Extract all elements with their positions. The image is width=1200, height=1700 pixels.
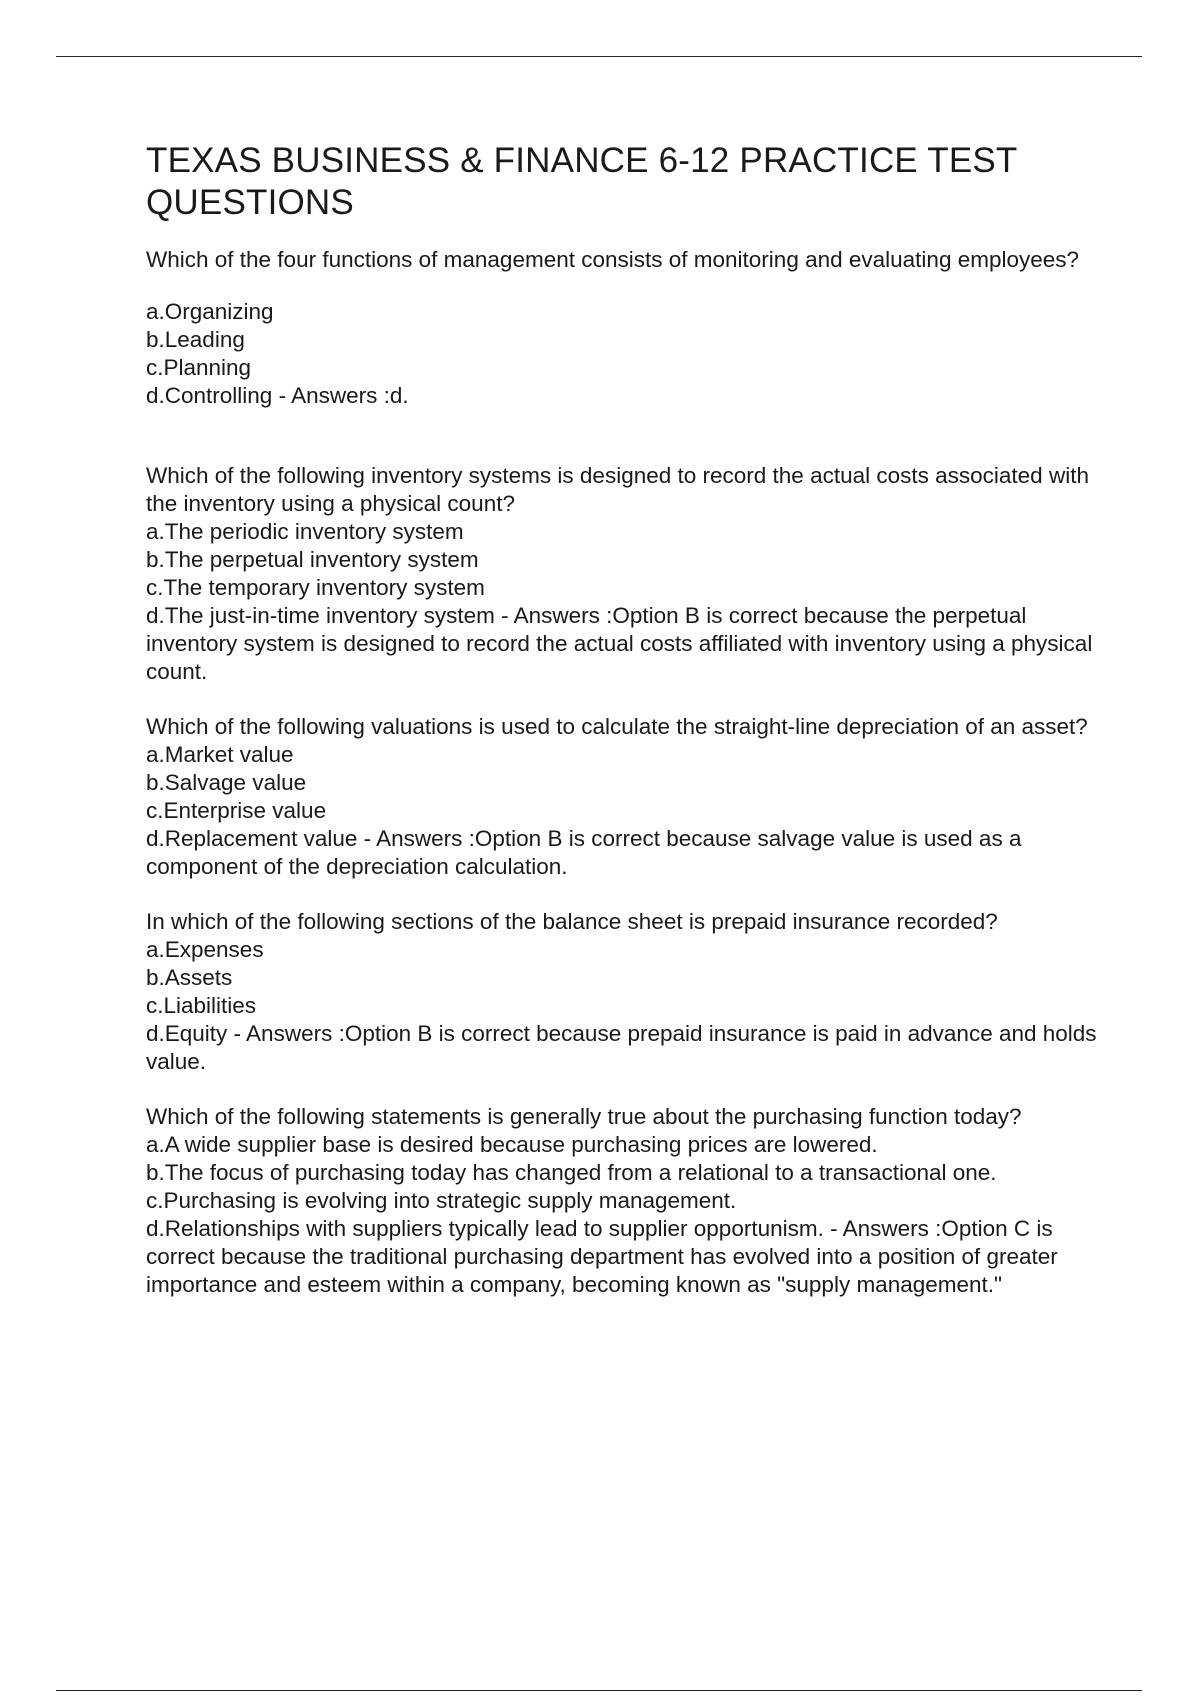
page-content xyxy=(146,140,1106,1326)
question-stem: Which of the following inventory systems is designed to record the actual costs associated with the inventory using a physical count? xyxy=(146,463,1089,516)
option-c: c.The temporary inventory system xyxy=(146,575,485,600)
question-3 xyxy=(146,713,1106,881)
option-b: b.Leading xyxy=(146,327,245,352)
option-d-answer: d.Controlling - Answers :d. xyxy=(146,383,409,408)
question-stem: In which of the following sections of the balance sheet is prepaid insurance recorded? xyxy=(146,909,998,934)
option-list xyxy=(146,936,1106,1076)
question-4 xyxy=(146,908,1106,1076)
option-list xyxy=(146,1131,1106,1299)
option-c: c.Planning xyxy=(146,355,252,380)
option-b: b.Assets xyxy=(146,965,233,990)
option-c: c.Enterprise value xyxy=(146,798,327,823)
question-2 xyxy=(146,462,1106,686)
question-stem: Which of the four functions of management consists of monitoring and evaluating employees? xyxy=(146,247,1080,272)
question-5 xyxy=(146,1103,1106,1299)
option-list xyxy=(146,518,1106,686)
option-c: c.Liabilities xyxy=(146,993,257,1018)
option-a: a.Expenses xyxy=(146,937,264,962)
option-a: a.Market value xyxy=(146,742,294,767)
question-stem: Which of the following statements is generally true about the purchasing function today? xyxy=(146,1104,1022,1129)
bottom-rule xyxy=(56,1690,1142,1691)
option-c: c.Purchasing is evolving into strategic supply management. xyxy=(146,1188,737,1213)
option-d-answer: d.Relationships with suppliers typically lead to supplier opportunism. - Answers :Option C is correct because the traditional purchasing department has evolved into a position of greater importance and esteem within a company, becoming known as "supply management." xyxy=(146,1216,1058,1297)
option-d-answer: d.Replacement value - Answers :Option B is correct because salvage value is used as a component of the depreciation calculation. xyxy=(146,826,1022,879)
option-b: b.The focus of purchasing today has changed from a relational to a transactional one. xyxy=(146,1160,997,1185)
option-b: b.The perpetual inventory system xyxy=(146,547,479,572)
option-b: b.Salvage value xyxy=(146,770,307,795)
top-rule xyxy=(56,56,1142,57)
question-stem: Which of the following valuations is used to calculate the straight-line depreciation of an asset? xyxy=(146,714,1088,739)
option-list xyxy=(146,298,1106,410)
option-a: a.Organizing xyxy=(146,299,274,324)
option-a: a.The periodic inventory system xyxy=(146,519,464,544)
document-title: TEXAS BUSINESS & FINANCE 6-12 PRACTICE TEST QUESTIONS xyxy=(146,141,1017,222)
option-d-answer: d.The just-in-time inventory system - Answers :Option B is correct because the perpetual inventory system is designed to record the actual costs affiliated with inventory using a physical count. xyxy=(146,603,1093,684)
question-1 xyxy=(146,246,1106,410)
option-a: a.A wide supplier base is desired because purchasing prices are lowered. xyxy=(146,1132,878,1157)
option-list xyxy=(146,741,1106,881)
option-d-answer: d.Equity - Answers :Option B is correct because prepaid insurance is paid in advance and holds value. xyxy=(146,1021,1097,1074)
